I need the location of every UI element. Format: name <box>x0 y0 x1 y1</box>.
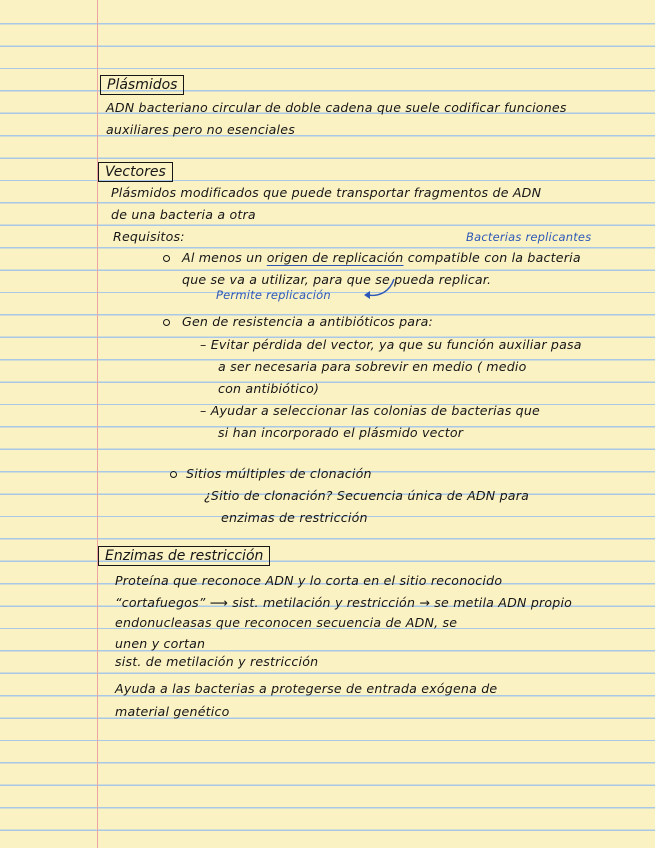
enzimas-line-2: “cortafuegos” ⟶ sist. metilación y restricción → se metila ADN propio <box>115 595 573 610</box>
enzimas-line-3: endonucleasas que reconocen secuencia de ADN, se <box>115 615 458 630</box>
margin-line <box>97 0 98 848</box>
origen-de-replicacion: origen de replicación <box>266 250 404 265</box>
bullet-sitios-line-1: Sitios múltiples de clonación <box>186 466 372 481</box>
heading-plasmidos: Plásmidos <box>100 75 184 95</box>
enzimas-line-4: unen y cortan <box>115 636 206 651</box>
replication-arrow-icon <box>360 275 400 305</box>
dash-evitar-line-2: a ser necesaria para sobrevir en medio ( medio <box>218 359 527 374</box>
dash-ayudar-line-2: si han incorporado el plásmido vector <box>218 425 464 440</box>
bullet-origen-post: compatible con la bacteria <box>403 250 581 265</box>
bullet-origen-pre: Al menos un <box>182 250 267 265</box>
vectores-line-1: Plásmidos modificados que puede transportar fragmentos de ADN <box>111 185 542 200</box>
vectores-line-2: de una bacteria a otra <box>111 207 256 222</box>
bullet-sitios-line-3: enzimas de restricción <box>221 510 368 525</box>
enzimas-line-6: Ayuda a las bacterias a protegerse de entrada exógena de <box>115 681 498 696</box>
bullet-sitios-line-2: ¿Sitio de clonación? Secuencia única de ADN para <box>204 488 530 503</box>
plasmidos-line-2: auxiliares pero no esenciales <box>106 122 295 137</box>
bullet-resistencia-line-1: Gen de resistencia a antibióticos para: <box>182 314 433 329</box>
bullet-origen-line-2: que se va a utilizar, para que se pueda replicar. <box>182 272 492 287</box>
bullet-circle <box>170 471 177 478</box>
bullet-circle <box>163 319 170 326</box>
plasmidos-line-1: ADN bacteriano circular de doble cadena que suele codificar funciones <box>106 100 567 115</box>
heading-enzimas: Enzimas de restricción <box>98 546 270 566</box>
requisitos-label: Requisitos: <box>113 229 185 244</box>
bullet-origen-line-1 <box>182 250 581 266</box>
note-permite-replicacion: Permite replicación <box>216 288 331 302</box>
dash-evitar-line-1: – Evitar pérdida del vector, ya que su función auxiliar pasa <box>200 337 582 352</box>
bullet-circle <box>163 255 170 262</box>
dash-ayudar-line-1: – Ayudar a seleccionar las colonias de bacterias que <box>200 403 540 418</box>
note-bacterias-replicantes: Bacterias replicantes <box>466 230 592 244</box>
enzimas-line-1: Proteína que reconoce ADN y lo corta en el sitio reconocido <box>115 573 503 588</box>
dash-evitar-line-3: con antibiótico) <box>218 381 320 396</box>
enzimas-line-7: material genético <box>115 704 230 719</box>
enzimas-line-5: sist. de metilación y restricción <box>115 654 319 669</box>
heading-vectores: Vectores <box>98 162 173 182</box>
